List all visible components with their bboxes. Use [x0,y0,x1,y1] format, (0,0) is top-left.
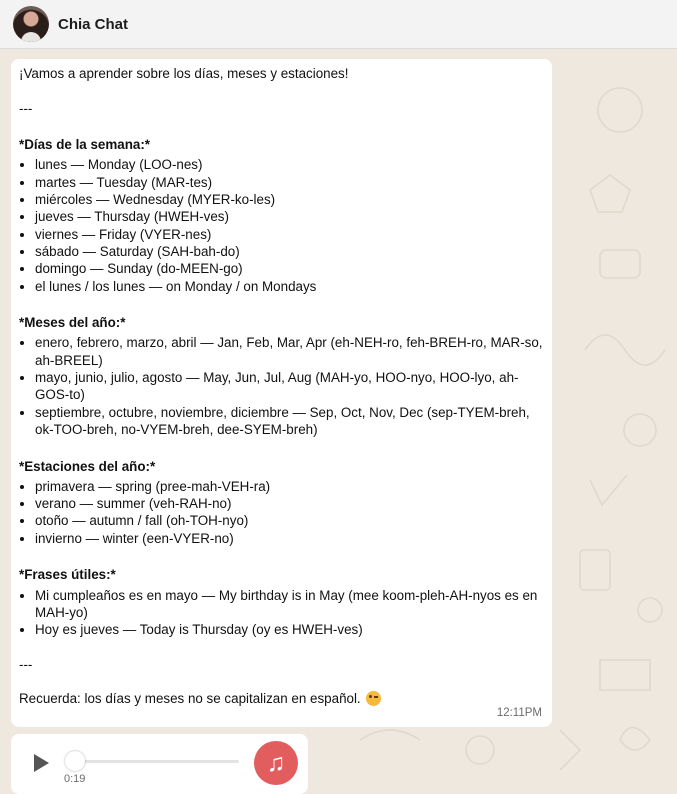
phrases-heading: *Frases útiles:* [19,567,116,583]
list-item: • domingo — Sunday (do-MEEN-go) [35,260,543,277]
list-item: • septiembre, octubre, noviembre, diciembre — Sep, Oct, Nov, Dec (sep-TYEM-breh, ok-TOO-breh, no-VYEM-breh, dee-SYEM-breh) [35,404,543,439]
list-item: • lunes — Monday (LOO-nes) [35,156,543,173]
months-heading: *Meses del año:* [19,315,126,331]
audio-progress-track[interactable] [69,760,239,763]
winking-face-icon [366,691,381,706]
list-item: • primavera — spring (pree-mah-VEH-ra) [35,478,543,495]
audio-duration: 0:19 [64,773,86,785]
list-item: • Mi cumpleaños es en mayo — My birthday is in May (mee koom-pleh-AH-nyos es en MAH-yo) [35,587,543,622]
seasons-heading: *Estaciones del año:* [19,458,156,474]
days-list [19,156,543,294]
voice-message [11,734,308,794]
message-intro: ¡Vamos a aprender sobre los días, meses y estaciones! [19,66,349,81]
days-heading: *Días de la semana:* [19,137,150,153]
closing-text: Recuerda: los días y meses no se capitalizan en español. [19,691,361,707]
phrases-list [19,587,543,639]
list-item: • viernes — Friday (VYER-nes) [35,226,543,243]
list-item: • enero, febrero, marzo, abril — Jan, Feb, Mar, Apr (eh-NEH-ro, feh-BREH-ro, MAR-so, ah-BREEL) [35,334,543,369]
list-item: • jueves — Thursday (HWEH-ves) [35,208,543,225]
list-item: • martes — Tuesday (MAR-tes) [35,174,543,191]
contact-avatar[interactable] [13,6,49,42]
chat-header [0,0,677,49]
chat-title[interactable]: Chia Chat [58,15,129,33]
music-note-icon: ♫ [254,741,298,785]
message-bubble[interactable] [11,59,552,727]
play-icon[interactable] [34,754,49,772]
separator: --- [19,656,33,672]
months-list [19,334,543,438]
list-item: • verano — summer (veh-RAH-no) [35,495,543,512]
audio-scrubber-handle[interactable] [65,751,85,771]
list-item: • el lunes / los lunes — on Monday / on Mondays [35,278,543,295]
list-item: • mayo, junio, julio, agosto — May, Jun, Jul, Aug (MAH-yo, HOO-nyo, HOO-lyo, ah-GOS-to) [35,369,543,404]
separator: --- [19,100,33,116]
list-item: • Hoy es jueves — Today is Thursday (oy es HWEH-ves) [35,621,543,638]
list-item: • sábado — Saturday (SAH-bah-do) [35,243,543,260]
message-closing [19,690,543,707]
seasons-list [19,478,543,547]
list-item: • otoño — autumn / fall (oh-TOH-nyo) [35,512,543,529]
list-item: • miércoles — Wednesday (MYER-ko-les) [35,191,543,208]
message-timestamp: 12:11PM [496,706,542,719]
list-item: • invierno — winter (een-VYER-no) [35,530,543,547]
